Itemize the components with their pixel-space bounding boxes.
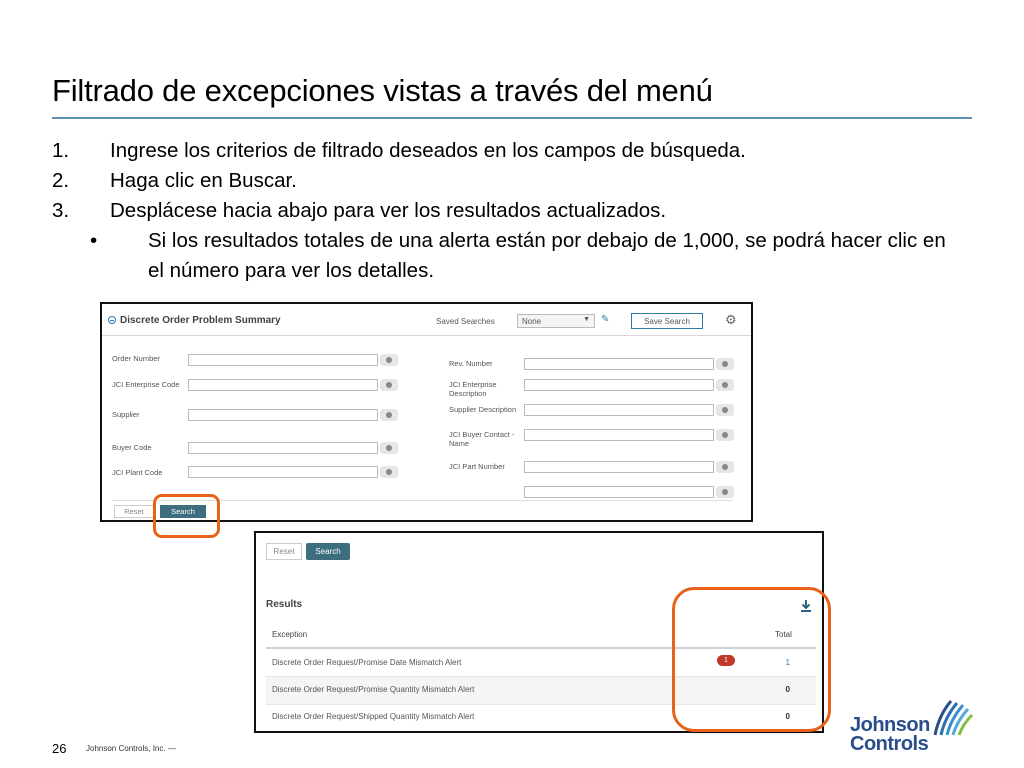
field-label: Rev. Number [449,359,493,368]
clear-icon[interactable] [380,409,398,421]
field-label: Buyer Code [112,443,152,452]
search-button[interactable]: Search [160,505,206,518]
order-number-input[interactable] [188,354,378,366]
step-number: 2. [52,169,70,192]
column-header-exception[interactable]: Exception [272,630,308,639]
step-2 [52,166,972,196]
logo-text-johnson: Johnson [850,714,930,736]
search-button[interactable]: Search [306,543,350,560]
buyer-code-input[interactable] [188,442,378,454]
clear-icon[interactable] [716,486,734,498]
step-1 [52,136,972,166]
supplier-input[interactable] [188,409,378,421]
collapse-icon[interactable] [108,316,116,324]
plant-code-input[interactable] [188,466,378,478]
step-number: 1. [52,139,70,162]
step-text: Ingrese los criterios de filtrado deseados en los campos de búsqueda. [110,139,746,162]
part-number-input[interactable] [524,461,714,473]
rev-number-input[interactable] [524,358,714,370]
saved-searches-value: None [522,317,542,326]
total-value: 0 [785,685,790,694]
column-header-total[interactable]: Total [775,630,792,639]
save-search-button[interactable]: Save Search [631,313,703,329]
supplier-description-input[interactable] [524,404,714,416]
partial-input[interactable] [524,486,714,498]
logo-text-controls: Controls [850,733,929,755]
step-number: 3. [52,199,70,222]
slide-title: Filtrado de excepciones vistas a través del menú [52,73,713,108]
alert-badge: 1 [717,655,735,666]
search-panel-screenshot [100,302,753,522]
clear-icon[interactable] [716,461,734,473]
chevron-down-icon: ▼ [583,316,590,323]
reset-button[interactable]: Reset [266,543,302,560]
field-label: JCI Buyer Contact - Name [449,430,515,448]
field-label: JCI Part Number [449,462,505,471]
field-label: JCI Plant Code [112,468,163,477]
footer-text: Johnson Controls, Inc. — [86,744,176,753]
clear-icon[interactable] [716,379,734,391]
buyer-contact-input[interactable] [524,429,714,441]
total-value: 0 [785,712,790,721]
enterprise-code-input[interactable] [188,379,378,391]
page-number: 26 [52,741,67,756]
pencil-icon[interactable]: ✎ [601,314,610,325]
clear-icon[interactable] [380,379,398,391]
exception-name: Discrete Order Request/Promise Date Mismatch Alert [272,658,462,667]
total-column-highlight [672,587,831,732]
clear-icon[interactable] [716,404,734,416]
clear-icon[interactable] [380,466,398,478]
instruction-list [52,136,972,286]
exception-name: Discrete Order Request/Promise Quantity Mismatch Alert [272,685,475,694]
step-text: Desplácese hacia abajo para ver los resultados actualizados. [110,199,667,222]
clear-icon[interactable] [716,429,734,441]
saved-searches-select[interactable] [517,314,595,328]
step-text: Haga clic en Buscar. [110,169,297,192]
field-label: Supplier [112,410,140,419]
panel-title: Discrete Order Problem Summary [120,315,281,326]
enterprise-description-input[interactable] [524,379,714,391]
field-label: Order Number [112,354,160,363]
clear-icon[interactable] [380,442,398,454]
field-label: JCI Enterprise Code [112,380,180,389]
exception-name: Discrete Order Request/Shipped Quantity Mismatch Alert [272,712,475,721]
bullet-text: Si los resultados totales de una alerta están por debajo de 1,000, se podrá hacer clic en el número para ver los detalles. [148,229,946,282]
results-title: Results [266,599,303,610]
step-3 [52,196,972,226]
clear-icon[interactable] [380,354,398,366]
saved-searches-label: Saved Searches [436,317,495,326]
search-button-highlight [153,494,220,538]
bullet-symbol: • [90,229,98,252]
reset-button[interactable]: Reset [114,505,154,518]
johnson-controls-logo-mark [931,697,975,739]
field-label: JCI Enterprise Description [449,380,497,398]
panel-header [102,304,751,336]
gear-icon[interactable]: ⚙ [725,312,737,327]
clear-icon[interactable] [716,358,734,370]
title-divider [52,117,972,119]
sub-bullet [52,226,972,286]
total-link[interactable]: 1 [785,658,790,667]
field-label: Supplier Description [449,405,517,414]
